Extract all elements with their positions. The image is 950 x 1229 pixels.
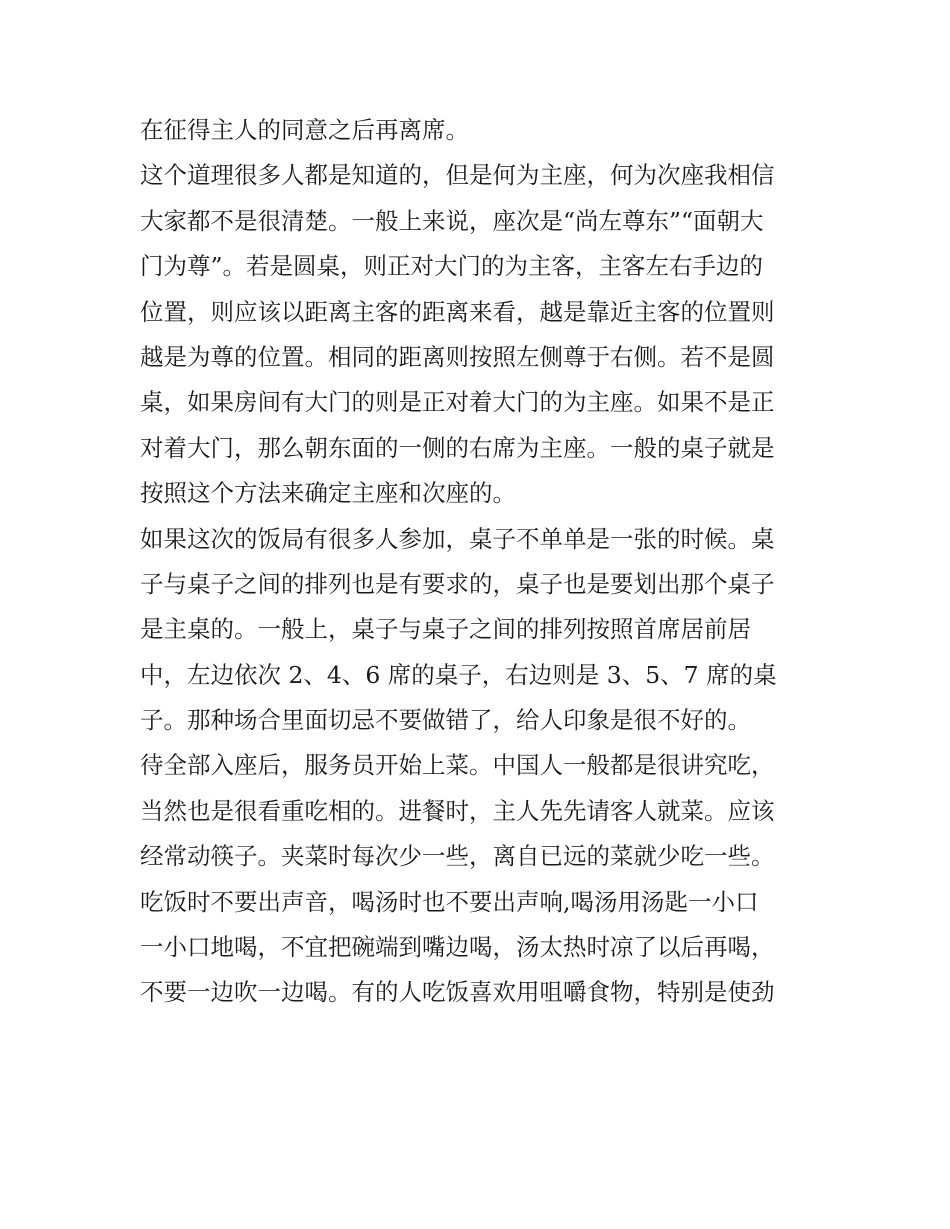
text-line: 对着大门，那么朝东面的一侧的右席为主座。一般的桌子就是 [140,433,775,462]
text-line: 这个道理很多人都是知道的，但是何为主座，何为次座我相信 [140,161,775,190]
text-line: 位置，则应该以距离主客的距离来看，越是靠近主客的位置则 [140,297,775,326]
text-line: 子与桌子之间的排列也是有要求的，桌子也是要划出那个桌子 [140,569,775,598]
text-line: 子。那种场合里面切忌不要做错了，给人印象是很不好的。 [140,706,751,735]
text-line: 门为尊”。若是圆桌，则正对大门的为主客，主客左右手边的 [140,252,764,281]
text-line: 待全部入座后，服务员开始上菜。中国人一般都是很讲究吃， [140,751,775,780]
text-line: 越是为尊的位置。相同的距离则按照左侧尊于右侧。若不是圆 [140,342,775,371]
text-line: 当然也是很看重吃相的。进餐时，主人先先请客人就菜。应该 [140,796,775,825]
text-line: 经常动筷子。夹菜时每次少一些，离自已远的菜就少吃一些。 [140,842,775,871]
body-text [140,108,820,1016]
text-line: 是主桌的。一般上，桌子与桌子之间的排列按照首席居前居 [140,615,751,644]
text-line: 桌，如果房间有大门的则是正对着大门的为主座。如果不是正 [140,388,775,417]
text-line: 在征得主人的同意之后再离席。 [140,116,469,144]
text-line: 大家都不是很清楚。一般上来说，座次是“尚左尊东”“面朝大 [140,206,764,235]
text-line: 中，左边依次 2、4、6 席的桌子，右边则是 3、5、7 席的桌 [140,660,777,689]
text-line: 吃饭时不要出声音，喝汤时也不要出声响,喝汤用汤匙一小口 [140,887,759,916]
text-line: 一小口地喝，不宜把碗端到嘴边喝，汤太热时凉了以后再喝， [140,933,775,962]
text-line: 按照这个方法来确定主座和次座的。 [140,479,516,508]
text-line: 如果这次的饭局有很多人参加，桌子不单单是一张的时候。桌 [140,524,775,553]
text-line: 不要一边吹一边喝。有的人吃饭喜欢用咀嚼食物，特别是使劲 [140,978,775,1007]
